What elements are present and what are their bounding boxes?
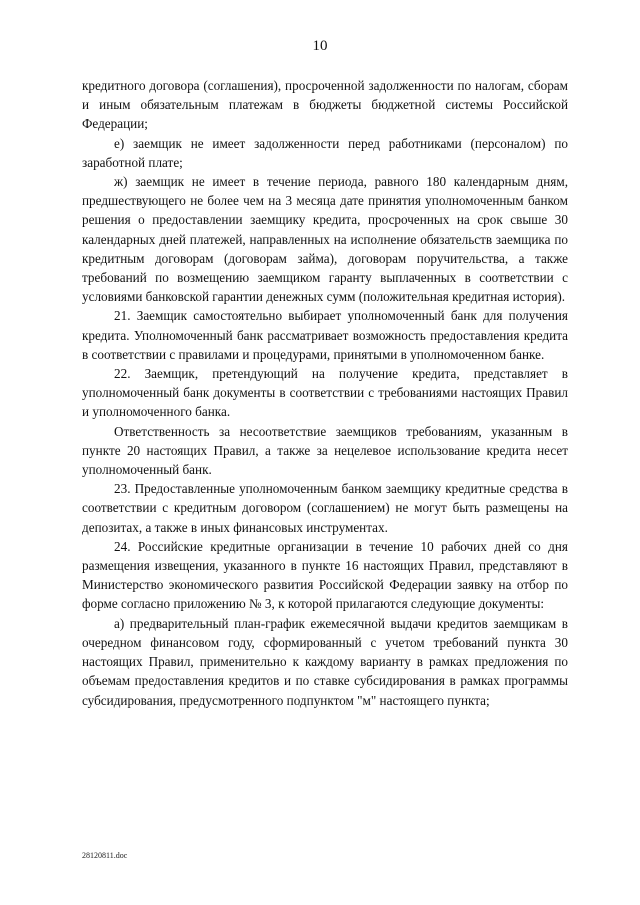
paragraph-22: 22. Заемщик, претендующий на получение кредита, представляет в уполномоченный банк документы в соответствии с требованиями настоящих Правил и уполномоченного банка. bbox=[82, 366, 568, 420]
paragraph-23: 23. Предоставленные уполномоченным банком заемщику кредитные средства в соответствии с кредитным договором (соглашением) не могут быть размещены на депозитах, а также в иных финансовых инструментах. bbox=[82, 481, 568, 535]
paragraph-21: 21. Заемщик самостоятельно выбирает уполномоченный банк для получения кредита. Уполномоченный банк рассматривает возможность предоставления кредита в соответствии с правилами и процедурами, принятыми в уполномоченном банке. bbox=[82, 308, 568, 362]
paragraph-item-e: е) заемщик не имеет задолженности перед работниками (персоналом) по заработной плате; bbox=[82, 135, 568, 170]
paragraph-responsibility: Ответственность за несоответствие заемщиков требованиям, указанным в пункте 20 настоящих Правил, а также за нецелевое использование кредита несет уполномоченный банк. bbox=[82, 423, 568, 478]
document-body bbox=[82, 76, 568, 710]
page-number: 10 bbox=[312, 38, 328, 54]
paragraph-item-a: а) предварительный план-график ежемесячной выдачи кредитов заемщикам в очередном финансовом году, сформированный с учетом требований пункта 30 настоящих Правил, применительно к каждому варианту в рамках предложения по объемам предоставления кредитов и по ставке субсидирования в рамках программы субсидирования, предусмотренного подпунктом "м" настоящего пункта; bbox=[82, 615, 568, 708]
footer-file-name: 28120811.doc bbox=[82, 851, 128, 860]
paragraph-item-zh: ж) заемщик не имеет в течение периода, равного 180 календарным дням, предшествующего не более чем на 3 месяца дате принятия уполномоченным банком решения о предоставлении заемщику кредита, просроченных на срок свыше 30 календарных дней платежей, направленных на исполнение обязательств заемщика по кредитным договорам (договорам займа), договорам поручительства, а также требований по возмещению заемщиком гаранту выплаченных в соответствии с условиями банковской гарантии денежных сумм (положительная кредитная история). bbox=[82, 174, 568, 305]
paragraph-continuation: кредитного договора (соглашения), просроченной задолженности по налогам, сборам и иным обязательным платежам в бюджеты бюджетной системы Российской Федерации; bbox=[82, 78, 568, 132]
paragraph-24: 24. Российские кредитные организации в течение 10 рабочих дней со дня размещения извещения, указанного в пункте 16 настоящих Правил, представляют в Министерство экономического развития Российской Федерации заявку на отбор по форме согласно приложению № 3, к которой прилагаются следующие документы: bbox=[82, 538, 568, 612]
